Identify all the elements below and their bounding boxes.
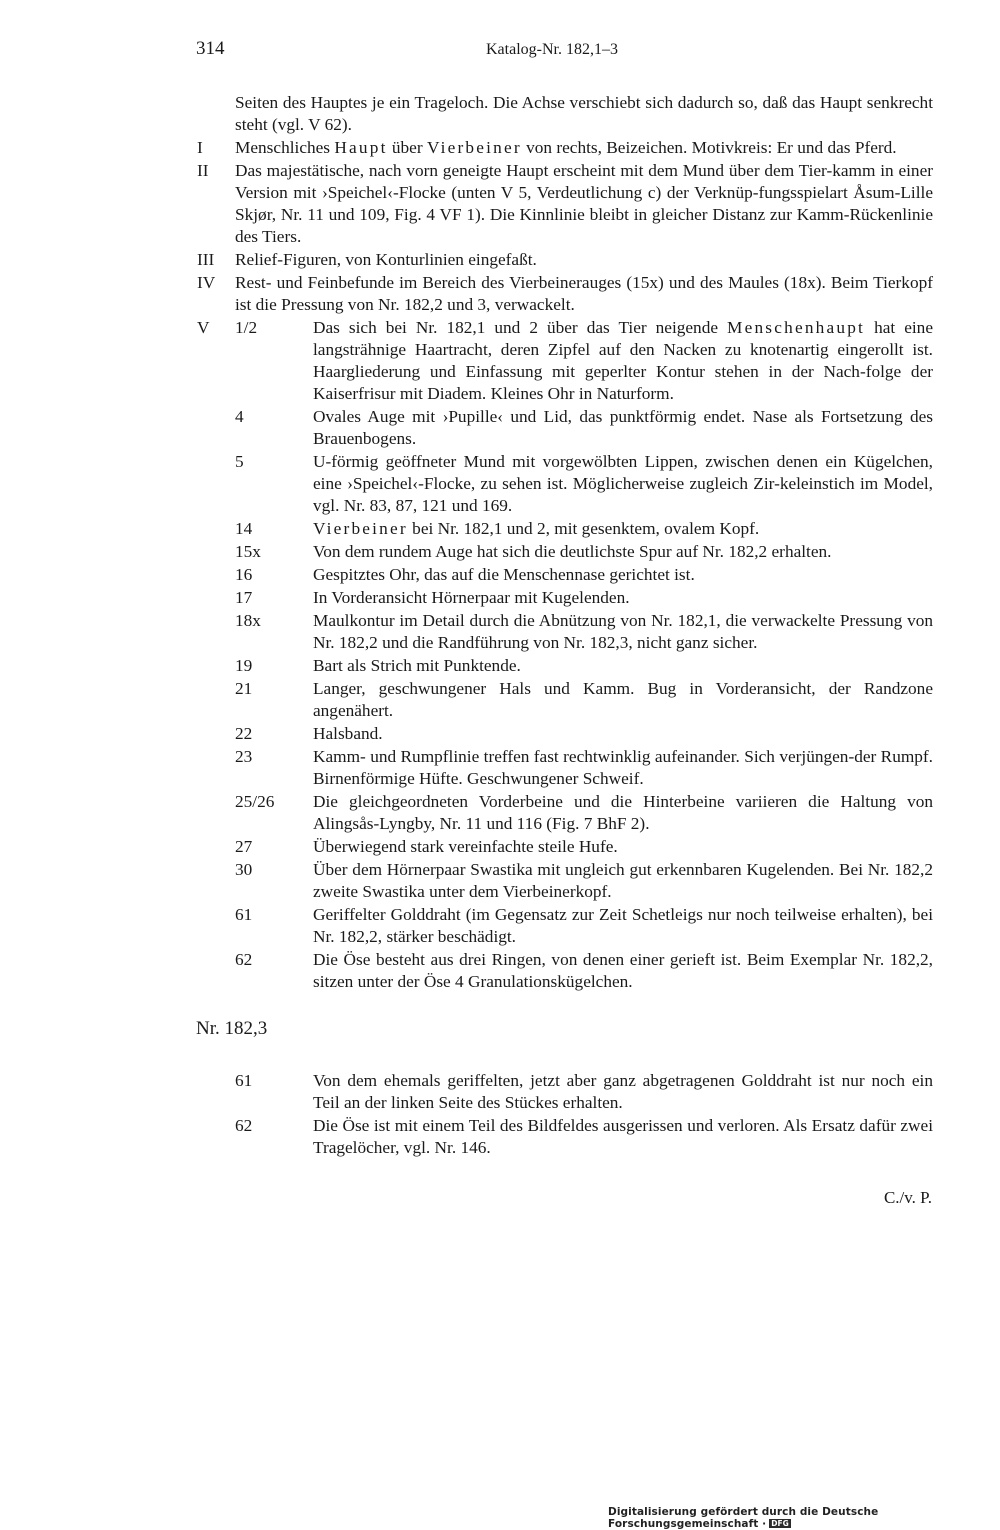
detail-text: In Vorderansicht Hörnerpaar mit Kugelenden. bbox=[313, 588, 630, 607]
section-text bbox=[235, 137, 933, 159]
section-numeral: II bbox=[197, 161, 209, 180]
section-numeral: IV bbox=[197, 273, 216, 292]
text-run: über bbox=[387, 138, 427, 157]
running-title: Katalog-Nr. 182,1–3 bbox=[486, 41, 618, 58]
page-header bbox=[196, 38, 931, 68]
digitization-credit bbox=[608, 1506, 1000, 1530]
text-run: Menschliches bbox=[235, 138, 335, 157]
detail-text: Die Öse besteht aus drei Ringen, von denen einer gerieft ist. Beim Exemplar Nr. 182,2, sitzen unter der Öse 4 Granulationskügelchen. bbox=[313, 950, 933, 991]
detail-code: 5 bbox=[235, 452, 244, 471]
detail-code: 30 bbox=[235, 860, 253, 879]
detail-text bbox=[313, 518, 933, 540]
intro-text: Seiten des Hauptes je ein Trageloch. Die Achse verschiebt sich dadurch so, daß das Haupt senkrecht steht (vgl. V 62). bbox=[235, 93, 933, 134]
detail-text: Kamm- und Rumpflinie treffen fast rechtwinklig aufeinander. Sich verjüngen-der Rumpf. Birnenförmige Hüfte. Geschwungener Schweif. bbox=[313, 747, 933, 788]
detail-code: 15x bbox=[235, 542, 261, 561]
section-numeral: III bbox=[197, 250, 215, 269]
text-run: von rechts, Beizeichen. Motivkreis: Er und das Pferd. bbox=[521, 138, 897, 157]
detail-entry bbox=[0, 317, 1000, 405]
detail-entry bbox=[0, 587, 1000, 609]
section-numeral: V bbox=[197, 318, 210, 337]
section-text: Rest- und Feinbefunde im Bereich des Vierbeinerauges (15x) und des Maules (18x). Beim Tierkopf ist die Pressung von Nr. 182,2 und 3, verwackelt. bbox=[235, 273, 933, 314]
detail-code: 4 bbox=[235, 407, 244, 426]
detail-text: Ovales Auge mit ›Pupille‹ und Lid, das punktförmig endet. Nase als Fortsetzung des Brauenbogens. bbox=[313, 407, 933, 448]
spaced-term: Menschenhaupt bbox=[727, 318, 866, 337]
detail-code: 22 bbox=[235, 724, 253, 743]
text-run: Das sich bei Nr. 182,1 und 2 über das Tier neigende bbox=[313, 318, 728, 337]
detail-code: 21 bbox=[235, 679, 253, 698]
detail-text: Langer, geschwungener Hals und Kamm. Bug in Vorderansicht, der Randzone angenähert. bbox=[313, 679, 933, 720]
detail-code: 27 bbox=[235, 837, 253, 856]
detail-entry bbox=[0, 451, 1000, 517]
detail-text: Überwiegend stark vereinfachte steile Hufe. bbox=[313, 837, 618, 856]
detail-entry bbox=[0, 610, 1000, 654]
author-signature: C./v. P. bbox=[883, 1188, 932, 1207]
detail-text: Maulkontur im Detail durch die Abnützung von Nr. 182,1, die verwackelte Pressung von Nr. 182,2 und die Randführung von Nr. 182,3, nicht ganz sicher. bbox=[313, 611, 933, 652]
detail-code: 18x bbox=[235, 611, 261, 630]
detail-entry bbox=[0, 678, 1000, 722]
detail-entry bbox=[0, 655, 1000, 677]
intro-paragraph bbox=[0, 92, 1000, 136]
subsection-heading: Nr. 182,3 bbox=[196, 1018, 268, 1039]
detail-entry bbox=[0, 791, 1000, 835]
detail-text: Von dem ehemals geriffelten, jetzt aber ganz abgetragenen Golddraht ist nur noch ein Teil an der linken Seite des Stückes erhalten. bbox=[313, 1071, 933, 1112]
dfg-logo: DFG bbox=[771, 1519, 789, 1528]
detail-code: 16 bbox=[235, 565, 253, 584]
detail-code: 19 bbox=[235, 656, 253, 675]
detail-code: 17 bbox=[235, 588, 253, 607]
detail-entry bbox=[0, 564, 1000, 586]
detail-entry bbox=[0, 541, 1000, 563]
detail-text: Über dem Hörnerpaar Swastika mit ungleich gut erkennbaren Kugelenden. Bei Nr. 182,2 zweite Swastika unter dem Vierbeinerkopf. bbox=[313, 860, 933, 901]
detail-entry bbox=[0, 859, 1000, 903]
text-run: hat eine langsträhnige Haartracht, deren Zipfel auf den Nacken zu knotenartig eingerollt ist. Haargliederung und Einfassung mit geperlter Kontur stehen in der Nach-folge der Kaiserfrisur mit Diadem. Kleines Ohr in Naturform. bbox=[313, 318, 933, 403]
text-run: bei Nr. 182,1 und 2, mit gesenktem, ovalem Kopf. bbox=[407, 519, 760, 538]
detail-text: Halsband. bbox=[313, 724, 383, 743]
credit-text: Digitalisierung gefördert durch die Deutsche Forschungsgemeinschaft · bbox=[608, 1506, 879, 1530]
detail-entry bbox=[0, 836, 1000, 858]
detail-code: 61 bbox=[235, 1071, 253, 1090]
detail-text bbox=[313, 317, 933, 405]
detail-code: 61 bbox=[235, 905, 253, 924]
detail-text: Bart als Strich mit Punktende. bbox=[313, 656, 521, 675]
detail-text: Die gleichgeordneten Vorderbeine und die Hinterbeine variieren die Haltung von Alingsås-Lyngby, Nr. 11 und 116 (Fig. 7 BhF 2). bbox=[313, 792, 933, 833]
spaced-term: Vierbeiner bbox=[313, 519, 408, 538]
detail-text: Geriffelter Golddraht (im Gegensatz zur Zeit Schetleigs nur noch teilweise erhalten), bei Nr. 182,2, stärker beschädigt. bbox=[313, 905, 933, 946]
section-text: Relief-Figuren, von Konturlinien eingefaßt. bbox=[235, 250, 537, 269]
section-iii bbox=[0, 249, 1000, 271]
detail-code: 25/26 bbox=[235, 792, 275, 811]
detail-code: 62 bbox=[235, 950, 253, 969]
detail-entry bbox=[0, 949, 1000, 993]
detail-code: 23 bbox=[235, 747, 253, 766]
detail-entry bbox=[0, 1115, 1000, 1159]
section-iv bbox=[0, 272, 1000, 316]
detail-text: U-förmig geöffneter Mund mit vorgewölbten Lippen, zwischen denen ein Kügelchen, eine ›Speichel‹-Flocke, zu sehen ist. Möglicherweise zugleich Zir-keleinstich im Model, vgl. Nr. 83, 87, 121 und 169. bbox=[313, 452, 933, 515]
detail-entry bbox=[0, 723, 1000, 745]
spaced-term: Vierbeiner bbox=[426, 138, 522, 157]
catalog-body bbox=[0, 92, 1000, 1209]
section-i bbox=[0, 137, 1000, 159]
detail-entry bbox=[0, 1070, 1000, 1114]
detail-text: Von dem rundem Auge hat sich die deutlichste Spur auf Nr. 182,2 erhalten. bbox=[313, 542, 832, 561]
section-ii bbox=[0, 160, 1000, 248]
section-text: Das majestätische, nach vorn geneigte Haupt erscheint mit dem Mund über dem Tier-kamm in einer Version mit ›Speichel‹-Flocke (unten V 5, Verdeutlichung c) der Verknüp-fungsspielart Åsum-Lille Skjør, Nr. 11 und 109, Fig. 4 VF 1). Die Kinnlinie bleibt in gleicher Distanz zur Kamm-Rückenlinie des Tiers. bbox=[235, 161, 933, 246]
detail-code: 62 bbox=[235, 1116, 253, 1135]
detail-entry bbox=[0, 746, 1000, 790]
section-numeral: I bbox=[197, 138, 203, 157]
detail-entry bbox=[0, 904, 1000, 948]
spaced-term: Haupt bbox=[334, 138, 388, 157]
detail-code: 1/2 bbox=[235, 318, 258, 337]
detail-text: Die Öse ist mit einem Teil des Bildfeldes ausgerissen und verloren. Als Ersatz dafür zwei Tragelöcher, vgl. Nr. 146. bbox=[313, 1116, 933, 1157]
detail-code: 14 bbox=[235, 519, 253, 538]
page-number: 314 bbox=[196, 38, 225, 59]
detail-entry bbox=[0, 406, 1000, 450]
detail-text: Gespitztes Ohr, das auf die Menschennase gerichtet ist. bbox=[313, 565, 695, 584]
detail-entry bbox=[0, 518, 1000, 540]
